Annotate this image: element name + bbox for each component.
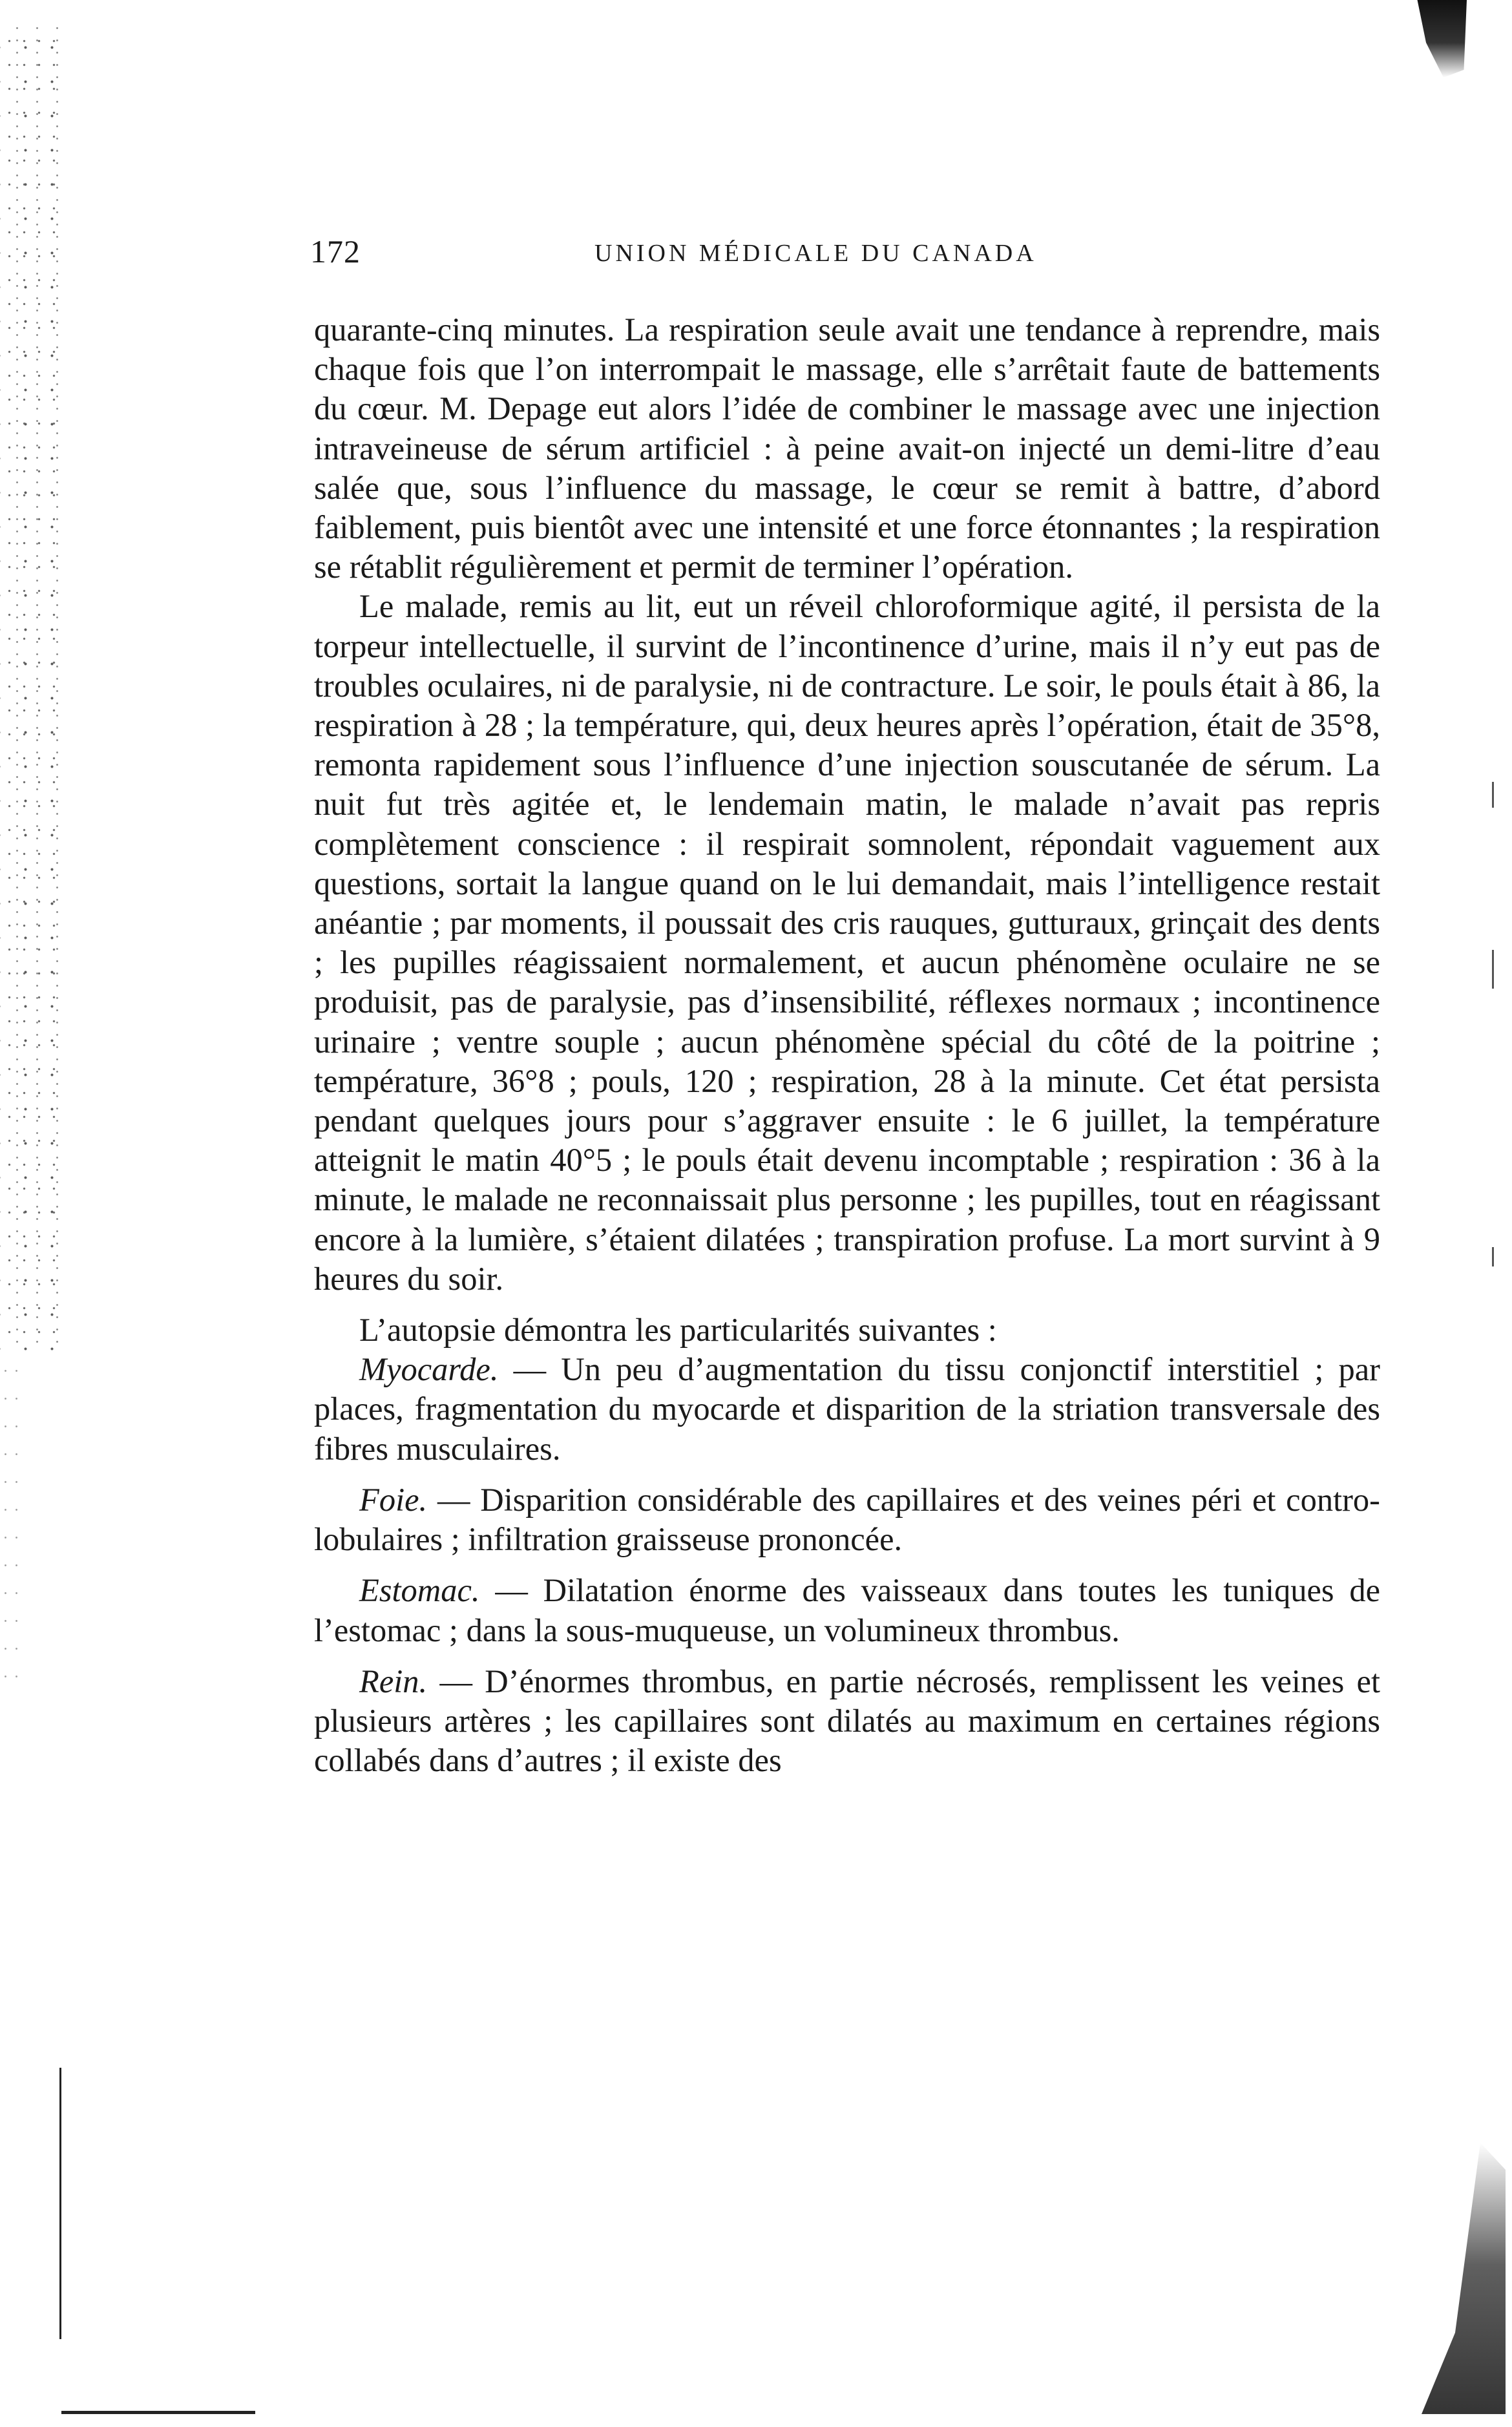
finding-heading: Rein. <box>359 1663 428 1699</box>
journal-title: UNION MÉDICALE DU CANADA <box>594 240 1037 267</box>
finding-paragraph <box>314 1480 1380 1559</box>
running-head <box>310 233 1396 284</box>
finding-text: — Disparition considérable des capillaires et des veines péri et contro-lobulaires ; infiltration graisseuse prononcée. <box>314 1481 1380 1558</box>
finding-text: — Un peu d’augmentation du tissu conjonctif interstitiel ; par places, fragmentation du myocarde et disparition de la striation transversale des fibres musculaires. <box>314 1351 1380 1467</box>
body-text <box>314 310 1380 1780</box>
left-margin-rule <box>59 2068 61 2339</box>
right-margin-mark <box>1492 1247 1494 1266</box>
bottom-margin-rule <box>61 2411 255 2414</box>
paragraph: quarante-cinq minutes. La respiration seule avait une tendance à reprendre, mais chaque fois que l’on interrompait le massage, elle s’arrêtait faute de battements du cœur. M. Depage eut alors l’idée de combiner le massage avec une injection intraveineuse de sérum artificiel : à peine avait-on injecté un demi-litre d’eau salée que, sous l’influence du massage, le cœur se remit à battre, d’abord faiblement, puis bientôt avec une intensité et une force étonnantes ; la respiration se rétablit régulièrement et permit de terminer l’opération. <box>314 311 1380 585</box>
page-number: 172 <box>310 233 361 269</box>
finding-paragraph <box>314 1571 1380 1650</box>
top-right-scan-blot <box>1409 0 1467 78</box>
binding-edge-speckle <box>0 26 58 1350</box>
finding-text: — Dilatation énorme des vaisseaux dans toutes les tuniques de l’estomac ; dans la sous-muqueuse, un volumineux thrombus. <box>314 1572 1380 1648</box>
finding-heading: Estomac. <box>359 1572 480 1609</box>
paragraph: L’autopsie démontra les particularités suivantes : <box>359 1312 997 1349</box>
finding-heading: Foie. <box>359 1481 428 1518</box>
bottom-right-scan-blot <box>1422 2143 1506 2414</box>
right-margin-mark <box>1492 950 1494 989</box>
finding-heading: Myocarde. <box>359 1351 499 1388</box>
binding-edge-speckle-lower <box>0 1357 26 1680</box>
finding-paragraph <box>314 1350 1380 1469</box>
paragraph: Le malade, remis au lit, eut un réveil chloroformique agité, il persista de la torpeur intellectuelle, il survint de l’incontinence d’urine, mais il n’y eut pas de troubles oculaires, ni de paralysie, ni de contracture. Le soir, le pouls était à 86, la respiration à 28 ; la température, qui, deux heures après l’opération, était de 35°8, remonta rapidement sous l’influence d’une injection souscutanée de sérum. La nuit fut très agitée et, le lendemain matin, le malade n’avait pas repris complètement conscience : il respirait somnolent, répondait vaguement aux questions, sortait la langue quand on le lui demandait, mais l’intelligence restait anéantie ; par moments, il poussait des cris rauques, gutturaux, grinçait des dents ; les pupilles réagissaient normalement, et aucun phénomène oculaire ne se produisit, pas de paralysie, pas d’insensibilité, réflexes normaux ; incontinence urinaire ; ventre souple ; aucun phénomène spécial du côté de la poitrine ; température, 36°8 ; pouls, 120 ; respiration, 28 à la minute. Cet état persista pendant quelques jours pour s’aggraver ensuite : le 6 juillet, la température atteignit le matin 40°5 ; le pouls était devenu incomptable ; respiration : 36 à la minute, le malade ne reconnaissait plus personne ; les pupilles, tout en réagissant encore à la lumière, s’étaient dilatées ; transpiration profuse. La mort survint à 9 heures du soir. <box>314 588 1380 1297</box>
right-margin-mark <box>1492 782 1494 808</box>
finding-text: — D’énormes thrombus, en partie nécrosés, remplissent les veines et plusieurs artères ; les capillaires sont dilatés au maximum en certaines régions collabés dans d’autres ; il existe des <box>314 1663 1380 1779</box>
finding-paragraph <box>314 1662 1380 1781</box>
